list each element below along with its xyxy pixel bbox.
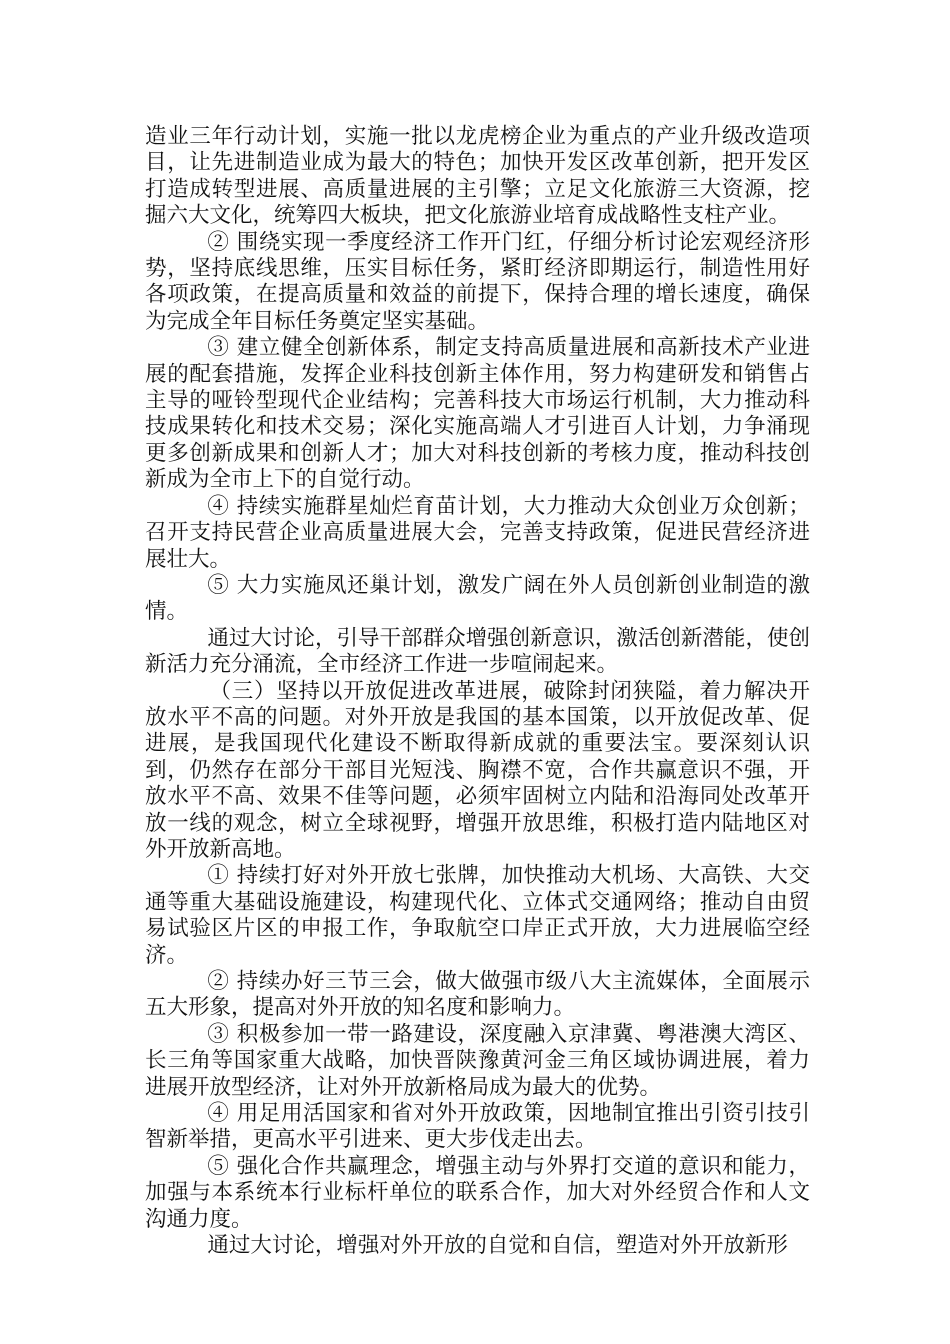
paragraph-item-3: ③ 建立健全创新体系，制定支持高质量进展和高新技术产业进展的配套措施，发挥企业科技创新主体作用，努力构建研发和销售占主导的哑铃型现代企业结构；完善科技大市场运行机制，大力推动科技成果转化和技术交易；深化实施高端人才引进百人计划，力争涌现更多创新成果和创新人才；加大对科技创新的考核力度，推动科技创新成为全市上下的自觉行动。 xyxy=(145,335,810,493)
document-page xyxy=(145,124,810,1259)
paragraph-summary-2: 通过大讨论，增强对外开放的自觉和自信，塑造对外开放新形 xyxy=(207,1233,788,1259)
paragraph-item-2: ② 围绕实现一季度经济工作开门红，仔细分析讨论宏观经济形势，坚持底线思维，压实目标任务，紧盯经济即期运行，制造性用好各项政策，在提高质量和效益的前提下，保持合理的增长速度，确保为完成全年目标任务奠定坚实基础。 xyxy=(145,229,810,334)
section-heading-3: （三）坚持以开放促进改革进展，破除封闭狭隘，着力解决开放水平不高的问题。对外开放是我国的基本国策，以开放促改革、促进展，是我国现代化建设不断取得新成就的重要法宝。要深刻认识到，仍然存在部分干部目光短浅、胸襟不宽，合作共赢意识不强，开放水平不高、效果不佳等问题，必须牢固树立内陆和沿海同处改革开放一线的观念，树立全球视野，增强开放思维，积极打造内陆地区对外开放新高地。 xyxy=(145,678,810,862)
paragraph-item-5: ⑤ 大力实施凤还巢计划，激发广阔在外人员创新创业制造的激情。 xyxy=(145,572,810,625)
paragraph-item-1: ① 持续打好对外开放七张牌，加快推动大机场、大高铁、大交通等重大基础设施建设，构建现代化、立体式交通网络；推动自由贸易试验区片区的申报工作，争取航空口岸正式开放，大力进展临空经济。 xyxy=(145,863,810,968)
paragraph-summary: 通过大讨论，引导干部群众增强创新意识，激活创新潜能，使创新活力充分涌流，全市经济工作进一步喧闹起来。 xyxy=(145,625,810,678)
paragraph-item-3b: ③ 积极参加一带一路建设，深度融入京津冀、粤港澳大湾区、长三角等国家重大战略，加快晋陕豫黄河金三角区域协调进展，着力进展开放型经济，让对外开放新格局成为最大的优势。 xyxy=(145,1021,810,1100)
paragraph-item-4b: ④ 用足用活国家和省对外开放政策，因地制宜推出引资引技引智新举措，更高水平引进来、更大步伐走出去。 xyxy=(145,1101,810,1153)
paragraph-item-5b: ⑤ 强化合作共赢理念，增强主动与外界打交道的意识和能力，加强与本系统本行业标杆单位的联系合作，加大对外经贸合作和人文沟通力度。 xyxy=(145,1153,810,1232)
paragraph-continuation: 造业三年行动计划，实施一批以龙虎榜企业为重点的产业升级改造项目，让先进制造业成为最大的特色；加快开发区改革创新，把开发区打造成转型进展、高质量进展的主引擎；立足文化旅游三大资源，挖掘六大文化，统筹四大板块，把文化旅游业培育成战略性支柱产业。 xyxy=(145,124,810,229)
paragraph-item-4: ④ 持续实施群星灿烂育苗计划，大力推动大众创业万众创新；召开支持民营企业高质量进展大会，完善支持政策，促进民营经济进展壮大。 xyxy=(145,493,810,572)
paragraph-item-2b: ② 持续办好三节三会，做大做强市级八大主流媒体，全面展示五大形象，提高对外开放的知名度和影响力。 xyxy=(145,969,810,1021)
